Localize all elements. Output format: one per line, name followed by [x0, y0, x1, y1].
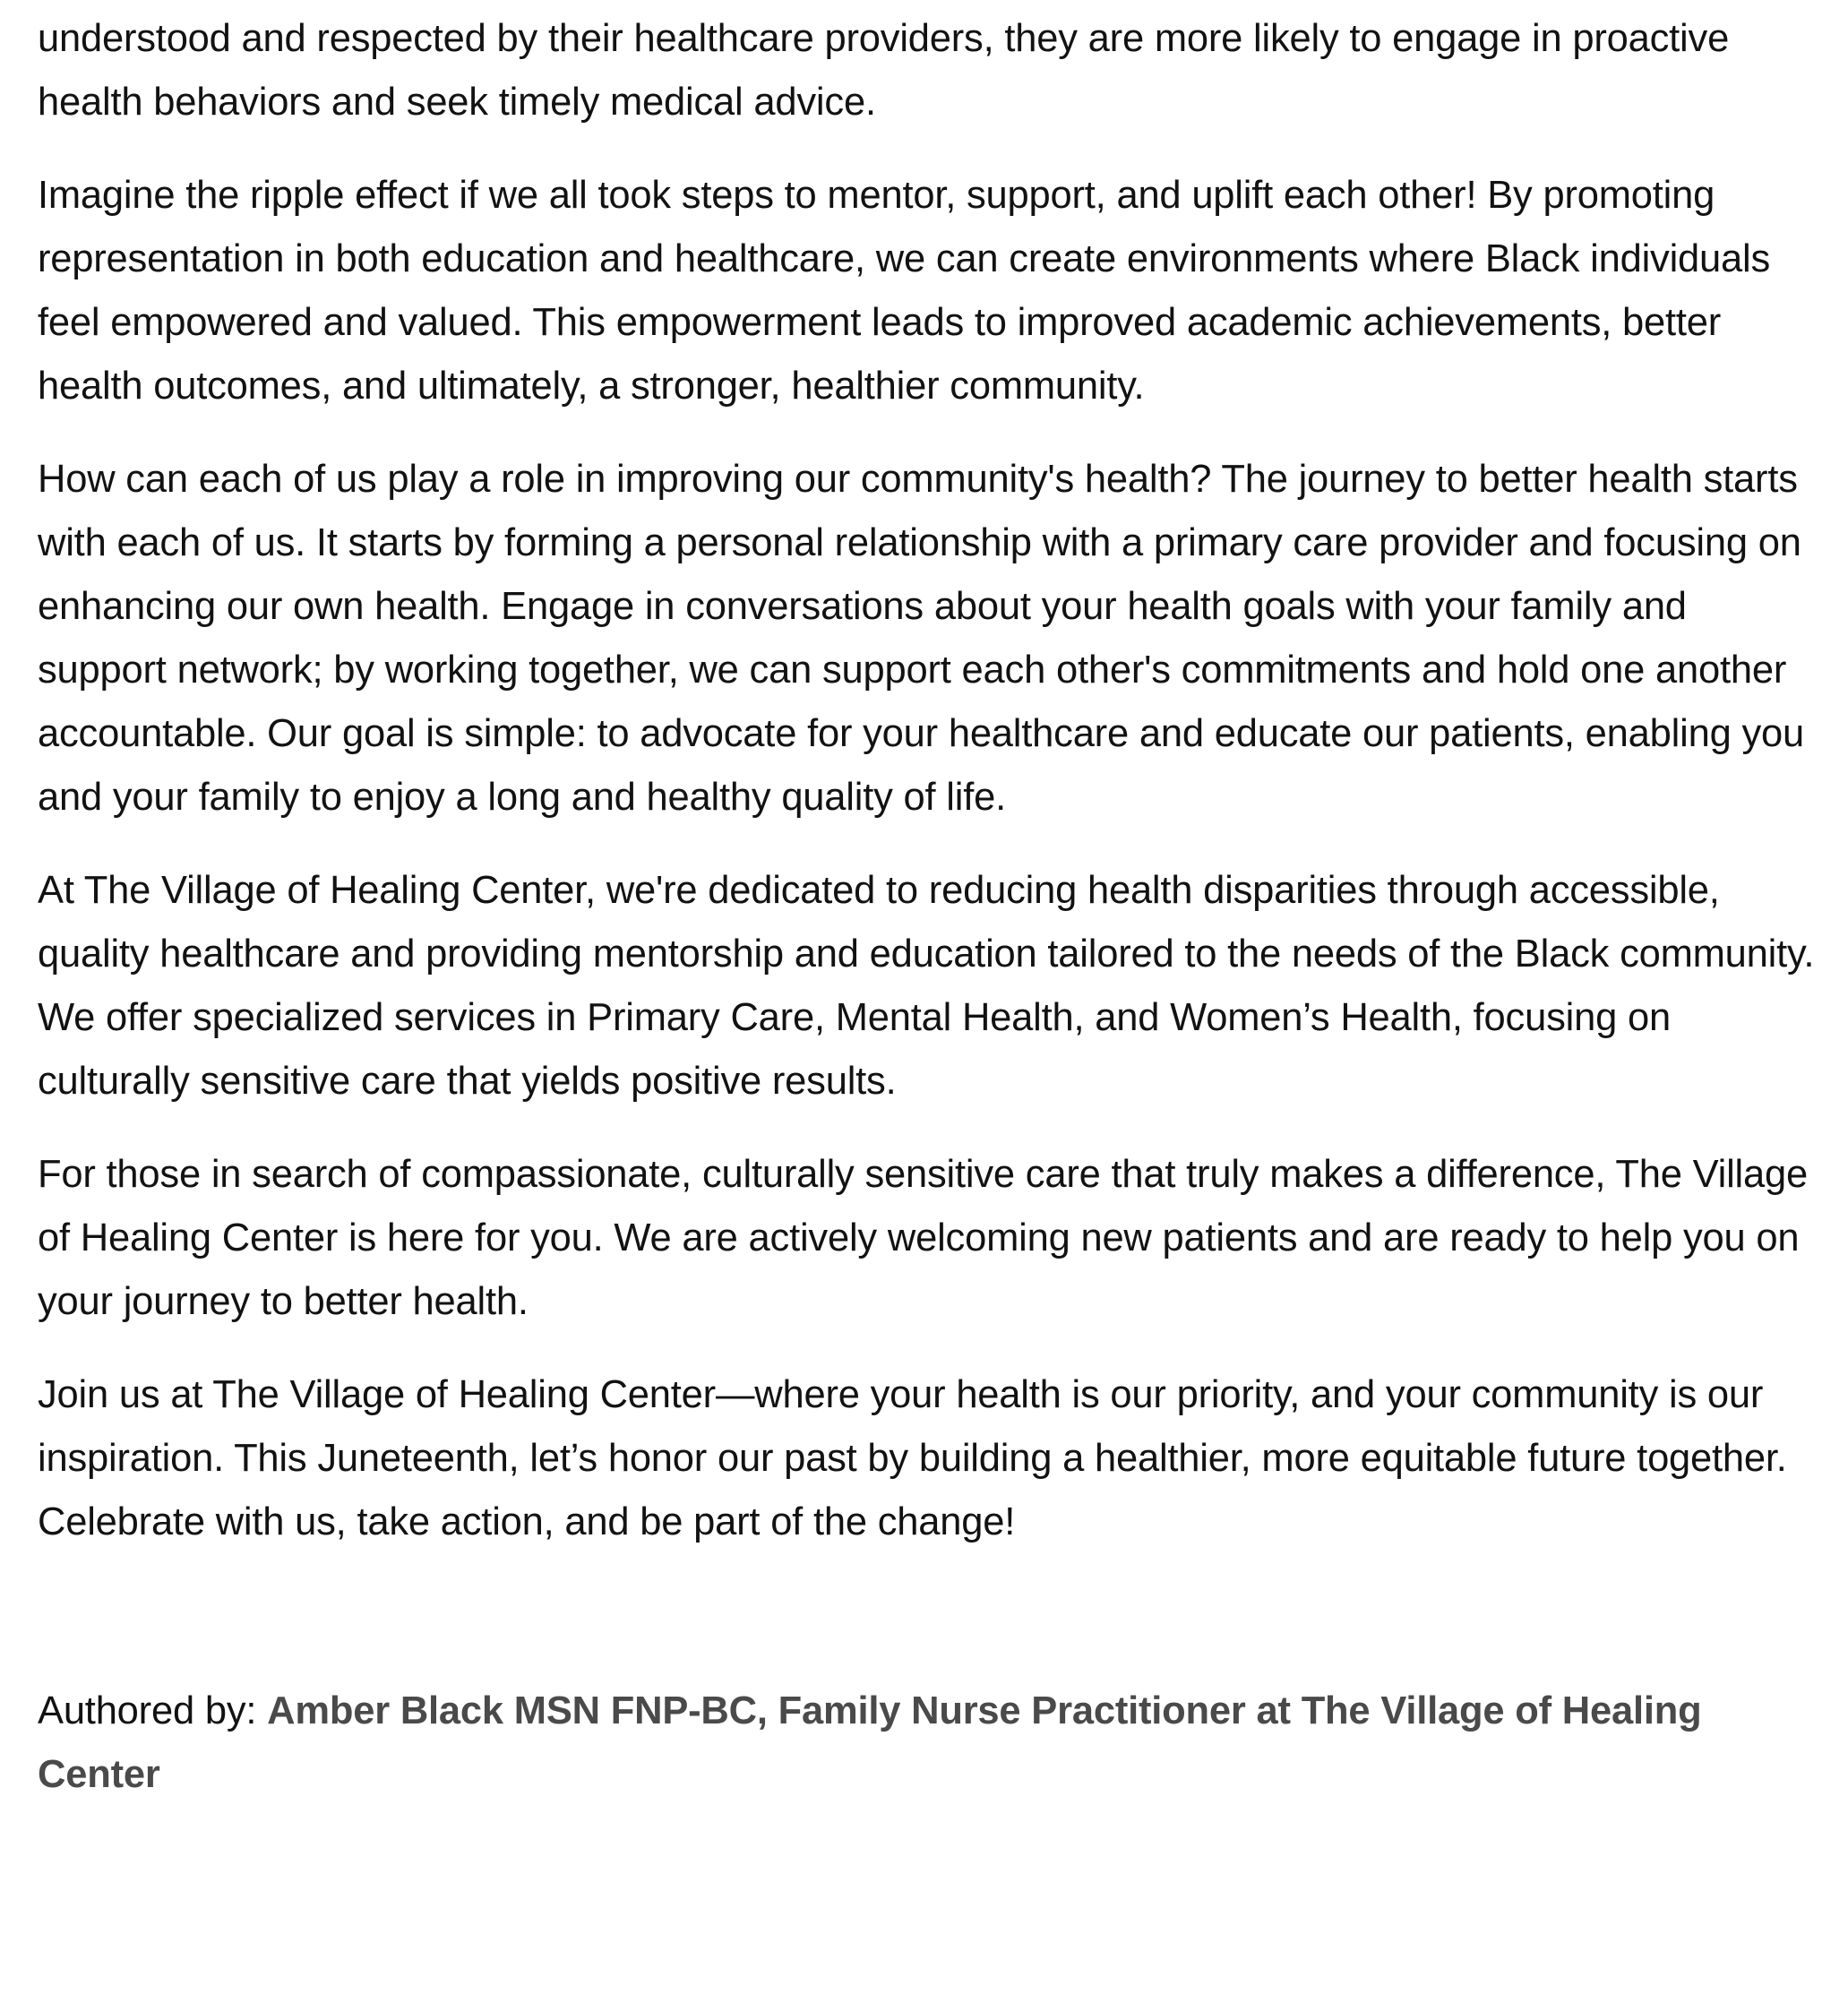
author-byline — [38, 1680, 1820, 1807]
author-name: Amber Black MSN FNP-BC, Family Nurse Practitioner at The Village of Healing Center — [38, 1689, 1702, 1796]
paragraph-ripple-effect: Imagine the ripple effect if we all took steps to mentor, support, and uplift each other! By promoting representation in both education and healthcare, we can create environments where Black individuals feel empowered and valued. This empowerment leads to improved academic achievements, better health outcomes, and ultimately, a stronger, healthier community. — [38, 174, 1771, 408]
paragraph-community-health-role: How can each of us play a role in improving our community's health? The journey to better health starts with each of us. It starts by forming a personal relationship with a primary care provider and focusing on enhancing our own health. Engage in conversations about your health goals with your family and support network; by working together, we can support each other's commitments and hold one another accountable. Our goal is simple: to advocate for your healthcare and educate our patients, enabling you and your family to enjoy a long and healthy quality of life. — [38, 458, 1804, 819]
paragraph-juneteenth-call-to-action: Join us at The Village of Healing Center—where your health is our priority, and your community is our inspiration. This Juneteenth, let’s honor our past by building a healthier, more equitable future together. Celebrate with us, take action, and be part of the change! — [38, 1373, 1787, 1543]
article-body — [38, 0, 1820, 1836]
author-label: Authored by: — [38, 1689, 268, 1732]
paragraph-village-mission: At The Village of Healing Center, we're dedicated to reducing health disparities through accessible, quality healthcare and providing mentorship and education tailored to the needs of the Black community. We offer specialized services in Primary Care, Mental Health, and Women’s Health, focusing on culturally sensitive care that yields positive results. — [38, 869, 1815, 1103]
paragraph-new-patients: For those in search of compassionate, culturally sensitive care that truly makes a difference, The Village of Healing Center is here for you. We are actively welcoming new patients and are ready to help you on your journey to better health. — [38, 1153, 1808, 1323]
paragraph-healthcare-respect: understood and respected by their healthcare providers, they are more likely to engage in proactive health behaviors and seek timely medical advice. — [38, 17, 1730, 124]
